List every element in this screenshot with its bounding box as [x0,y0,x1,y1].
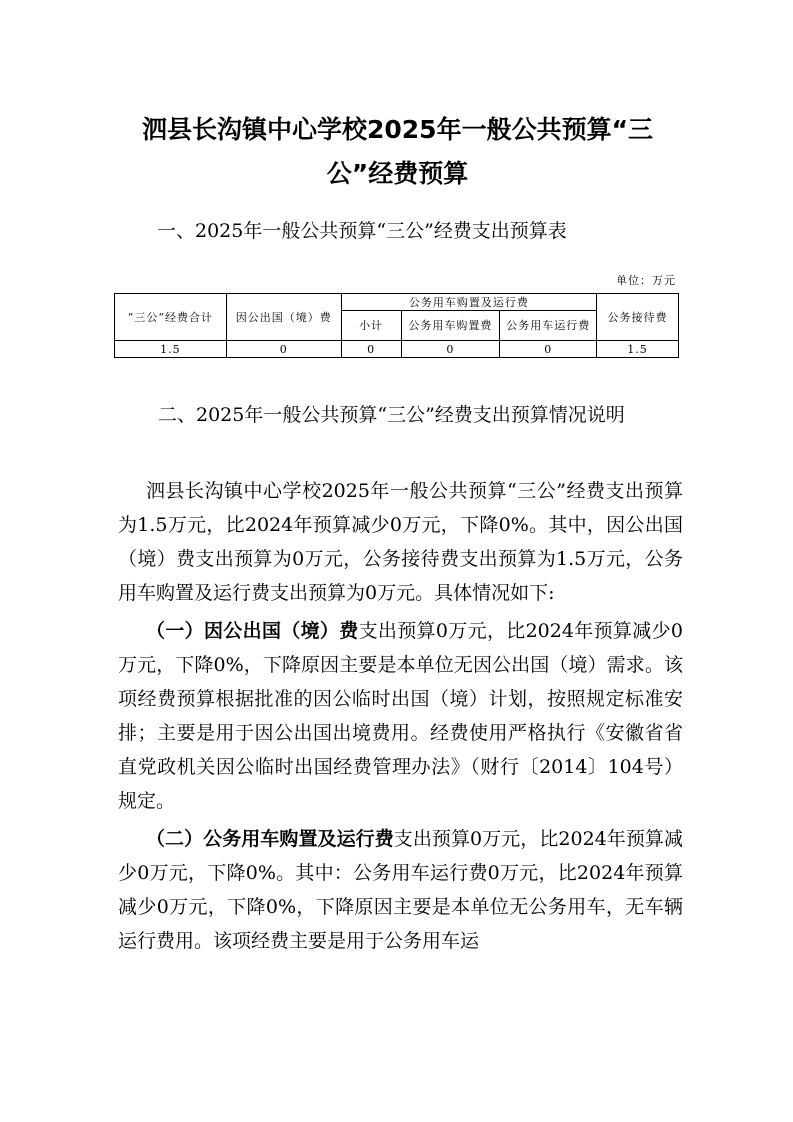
header-vehicle-group: 公务用车购置及运行费 [341,294,596,311]
vehicle-paragraph [118,822,683,958]
vehicle-text: 支出预算0万元，比2024年预算减少0万元，下降0%。其中：公务用车运行费0万元，比2024年预算减少0万元，下降0%，下降原因主要是本单位无公务用车，无车辆运行费用。该项经费主要是用于公务用车运 [118,828,683,952]
header-subtotal: 小计 [341,311,401,341]
cell-vehicle-operation: 0 [500,341,597,358]
intro-paragraph: 泗县长沟镇中心学校2025年一般公共预算“三公”经费支出预算为1.5万元，比2024年预算减少0万元，下降0%。其中，因公出国（境）费支出预算为0万元，公务接待费支出预算为1.5万元，公务用车购置及运行费支出预算为0万元。具体情况如下: [118,480,683,604]
header-abroad: 因公出国（境）费 [226,294,341,341]
header-reception: 公务接待费 [597,294,679,341]
cell-total: 1.5 [115,341,227,358]
cell-vehicle-purchase: 0 [401,341,500,358]
vehicle-title: （二）公务用车购置及运行费 [146,828,394,850]
table-unit: 单位：万元 [616,274,676,287]
header-vehicle-purchase: 公务用车购置费 [401,311,500,341]
body-text [118,474,683,962]
header-total: ”三公“经费合计 [115,294,227,341]
cell-reception: 1.5 [597,341,679,358]
budget-table [114,293,679,358]
abroad-title: （一）因公出国（境）费 [146,620,359,642]
section2-heading: 二、2025年一般公共预算“三公”经费支出预算情况说明 [158,404,625,426]
cell-subtotal: 0 [341,341,401,358]
table-row [115,341,679,358]
cell-abroad: 0 [226,341,341,358]
section1-heading: 一、2025年一般公共预算“三公”经费支出预算表 [157,220,567,242]
header-vehicle-operation: 公务用车运行费 [500,311,597,341]
document-title: 泗县长沟镇中心学校2025年一般公共预算“三公”经费预算 [141,115,653,188]
abroad-paragraph [118,614,683,818]
abroad-text: 支出预算0万元，比2024年预算减少0万元，下降0%，下降原因主要是本单位无因公出国（境）需求。该项经费预算根据批准的因公临时出国（境）计划，按照规定标准安排；主要是用于因公出国出境费用。经费使用严格执行《安徽省省直党政机关因公临时出国经费管理办法》（财行〔2014〕104号）规定。 [118,620,683,812]
